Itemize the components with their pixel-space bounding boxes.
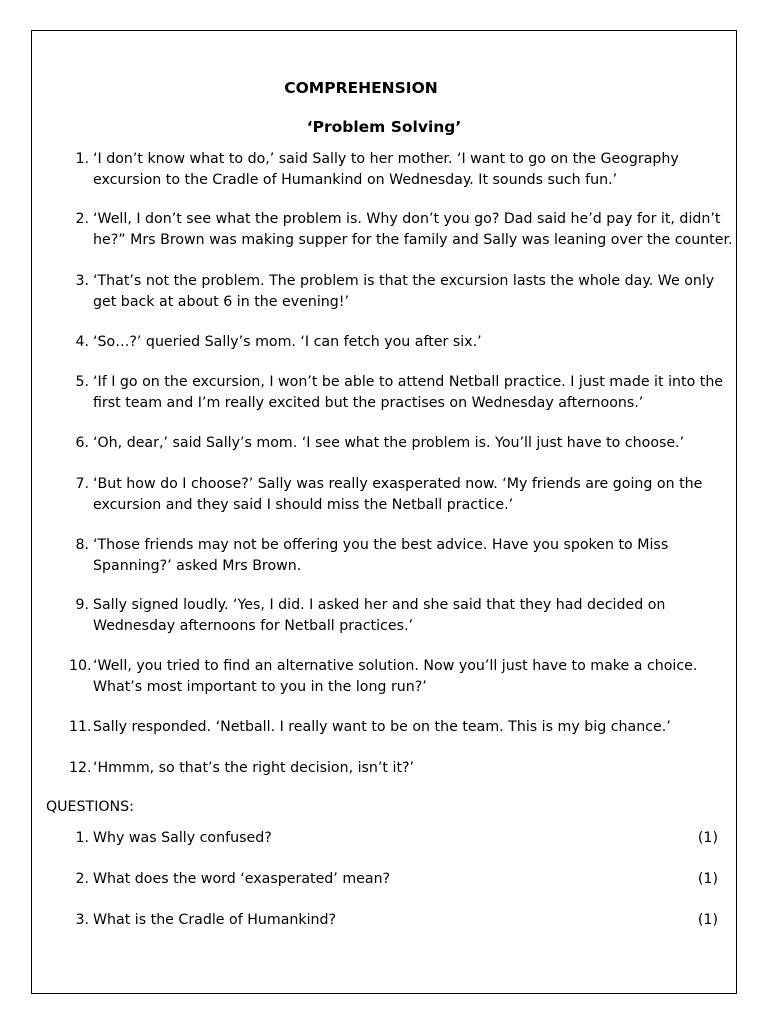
paragraph-number: 5.: [75, 374, 89, 390]
paragraph-number: 8.: [75, 537, 89, 553]
paragraph-number: 11.: [69, 719, 92, 735]
paragraph-number: 9.: [75, 597, 89, 613]
question-text: What is the Cradle of Humankind?: [93, 912, 337, 928]
paragraph: [75, 474, 733, 516]
paragraph: [75, 595, 733, 637]
paragraph: [69, 758, 733, 779]
paragraph-number: 1.: [75, 151, 89, 167]
paragraph-number: 4.: [75, 334, 89, 350]
page-title: COMPREHENSION: [284, 79, 438, 97]
paragraph-text: Sally signed loudly. ‘Yes, I did. I asked her and she said that they had decided on Wednesday afternoons for Netball practices.’: [93, 597, 666, 634]
paragraph-text: ‘If I go on the excursion, I won’t be able to attend Netball practice. I just made it into the first team and I’m really excited but the practises on Wednesday afternoons.’: [93, 374, 724, 411]
paragraph-text: ‘Hmmm, so that’s the right decision, isn’t it?’: [93, 760, 415, 776]
paragraph: [75, 271, 733, 313]
paragraph-text: ‘Well, you tried to find an alternative solution. Now you’ll just have to make a choice. What’s most important to you in the long run?’: [93, 658, 698, 695]
paragraph-number: 7.: [75, 476, 89, 492]
paragraph-text: ‘That’s not the problem. The problem is that the excursion lasts the whole day. We only get back at about 6 in the evening!’: [93, 273, 715, 310]
paragraph-text: ‘But how do I choose?’ Sally was really exasperated now. ‘My friends are going on the excursion and they said I should miss the Netball practice.’: [93, 476, 703, 513]
paragraph-number: 10.: [69, 658, 92, 674]
paragraph: [75, 332, 733, 353]
paragraph-number: 2.: [75, 211, 89, 227]
paragraph: [75, 372, 733, 414]
paragraph: [75, 149, 733, 191]
paragraph-number: 3.: [75, 273, 89, 289]
paragraph: [75, 535, 733, 577]
paragraph-text: ‘Oh, dear,’ said Sally’s mom. ‘I see what the problem is. You’ll just have to choose.’: [93, 435, 685, 451]
question-number: 1.: [75, 830, 89, 846]
question-mark: (1): [697, 830, 718, 846]
paragraph: [75, 209, 733, 251]
page-subtitle: ‘Problem Solving’: [306, 118, 462, 136]
paragraph-text: ‘I don’t know what to do,’ said Sally to her mother. ‘I want to go on the Geography excursion to the Cradle of Humankind on Wednesday. It sounds such fun.’: [93, 151, 679, 188]
question-row: [75, 830, 718, 846]
question-number: 3.: [75, 912, 89, 928]
questions-heading: QUESTIONS:: [46, 799, 134, 815]
paragraph-text: ‘Those friends may not be offering you the best advice. Have you spoken to Miss Spanning?’ asked Mrs Brown.: [93, 537, 669, 574]
question-row: [75, 871, 718, 887]
question-text: What does the word ‘exasperated’ mean?: [93, 871, 391, 887]
question-text: Why was Sally confused?: [93, 830, 272, 846]
question-row: [75, 912, 718, 928]
question-mark: (1): [697, 871, 718, 887]
question-mark: (1): [697, 912, 718, 928]
question-number: 2.: [75, 871, 89, 887]
paragraph-text: ‘Well, I don’t see what the problem is. Why don’t you go? Dad said he’d pay for it, didn’t he?” Mrs Brown was making supper for the family and Sally was leaning over the counter.: [93, 211, 733, 248]
paragraph-text: Sally responded. ‘Netball. I really want to be on the team. This is my big chance.’: [93, 719, 671, 735]
paragraph: [69, 656, 733, 698]
paragraph-number: 6.: [75, 435, 89, 451]
paragraph-number: 12.: [69, 760, 92, 776]
paragraph-text: ‘So…?’ queried Sally’s mom. ‘I can fetch you after six.’: [93, 334, 482, 350]
paragraph: [69, 717, 733, 738]
paragraph: [75, 433, 733, 454]
